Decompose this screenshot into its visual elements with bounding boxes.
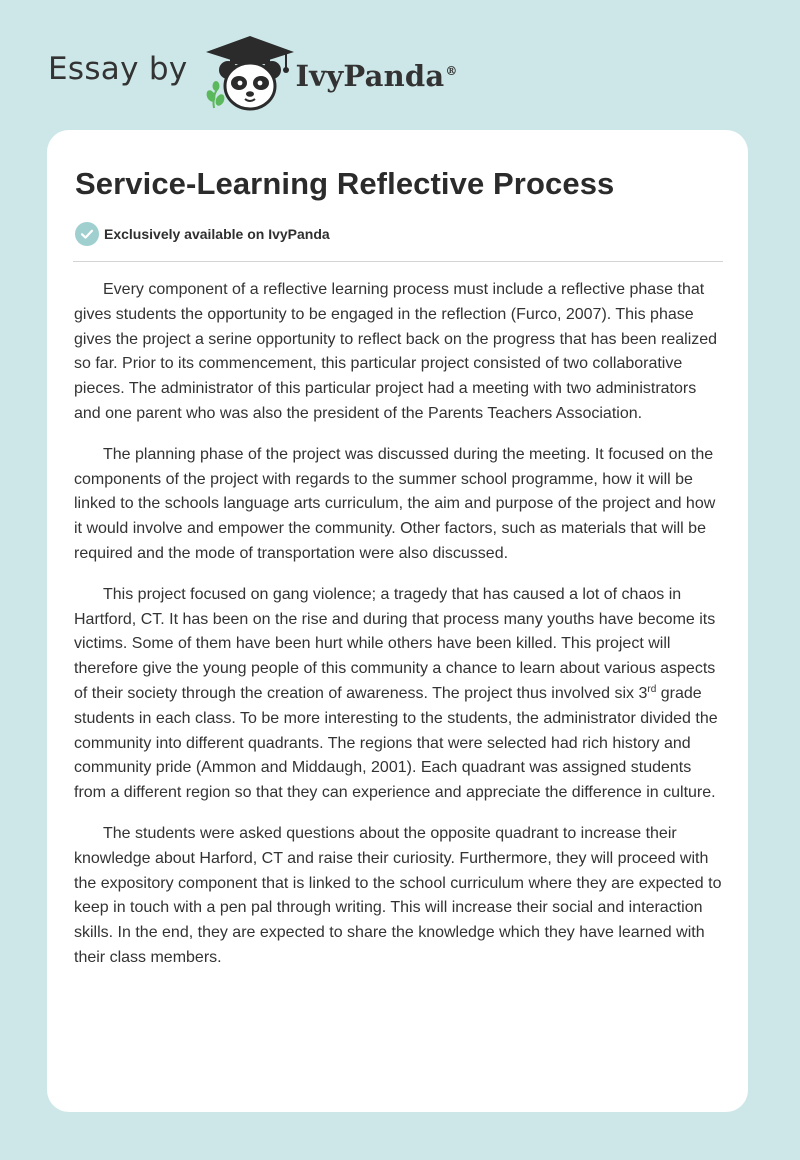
brand-name — [296, 59, 458, 93]
paragraph-3 — [74, 583, 726, 806]
page-title: Service-Learning Reflective Process — [75, 166, 615, 201]
brand-header — [48, 34, 458, 114]
essay-card — [47, 130, 748, 1112]
title-divider — [73, 261, 723, 262]
paragraph-1: Every component of a reflective learning process must include a reflective phase that gives students the opportunity to be engaged in the reflection (Furco, 2007). This phase gives the project a serine opportunity to reflect back on the progress that has been realized so far. Prior to its commencement, this particular project consisted of two collaborative pieces. The administrator of this particular project had a meeting with two administrators and one parent who was also the president of the Parents Teachers Association. — [74, 281, 718, 422]
paragraph-4: The students were asked questions about the opposite quadrant to increase their knowledge about Harford, CT and raise their curiosity. Furthermore, they will proceed with the expository component that is linked to the school curriculum where they are expected to keep in touch with a pen pal through writing. This will increase their social and interaction skills. In the end, they are expected to share the knowledge which they have learned with their class members. — [74, 824, 722, 966]
essay-body — [74, 278, 726, 987]
ordinal-suffix: rd — [647, 683, 657, 695]
exclusive-badge — [75, 222, 330, 246]
check-circle-icon — [75, 222, 99, 246]
panda-graduate-logo-icon — [202, 34, 298, 114]
paragraph-3-part-1: This project focused on gang violence; a tragedy that has caused a lot of chaos in Hartford, CT. It has been on the rise and during that process many youths have become its victims. Some of them have been hurt while others have been killed. This project will therefore give the young people of this community a chance to learn about various aspects of their society through the creation of awareness. The project thus involved six 3 — [74, 585, 716, 702]
paragraph-3-part-2: grade students in each class. To be more interesting to the students, the administrator divided the community into different quadrants. The regions that were selected had rich history and community pride (Ammon and Middaugh, 2001). Each quadrant was assigned students from a different region so that they can experience and appreciate the difference in culture. — [74, 684, 718, 802]
paragraph-2: The planning phase of the project was discussed during the meeting. It focused on the components of the project with regards to the summer school programme, how it will be linked to the schools language arts curriculum, the aim and purpose of the project and how it would involve and empower the community. Other factors, such as materials that will be required and the mode of transportation were also discussed. — [74, 445, 716, 562]
exclusive-badge-text: Exclusively available on IvyPanda — [104, 226, 330, 242]
brand-prefix: Essay by — [48, 51, 188, 87]
registered-mark: ® — [445, 64, 458, 79]
brand-name-text: IvyPanda — [295, 59, 445, 93]
